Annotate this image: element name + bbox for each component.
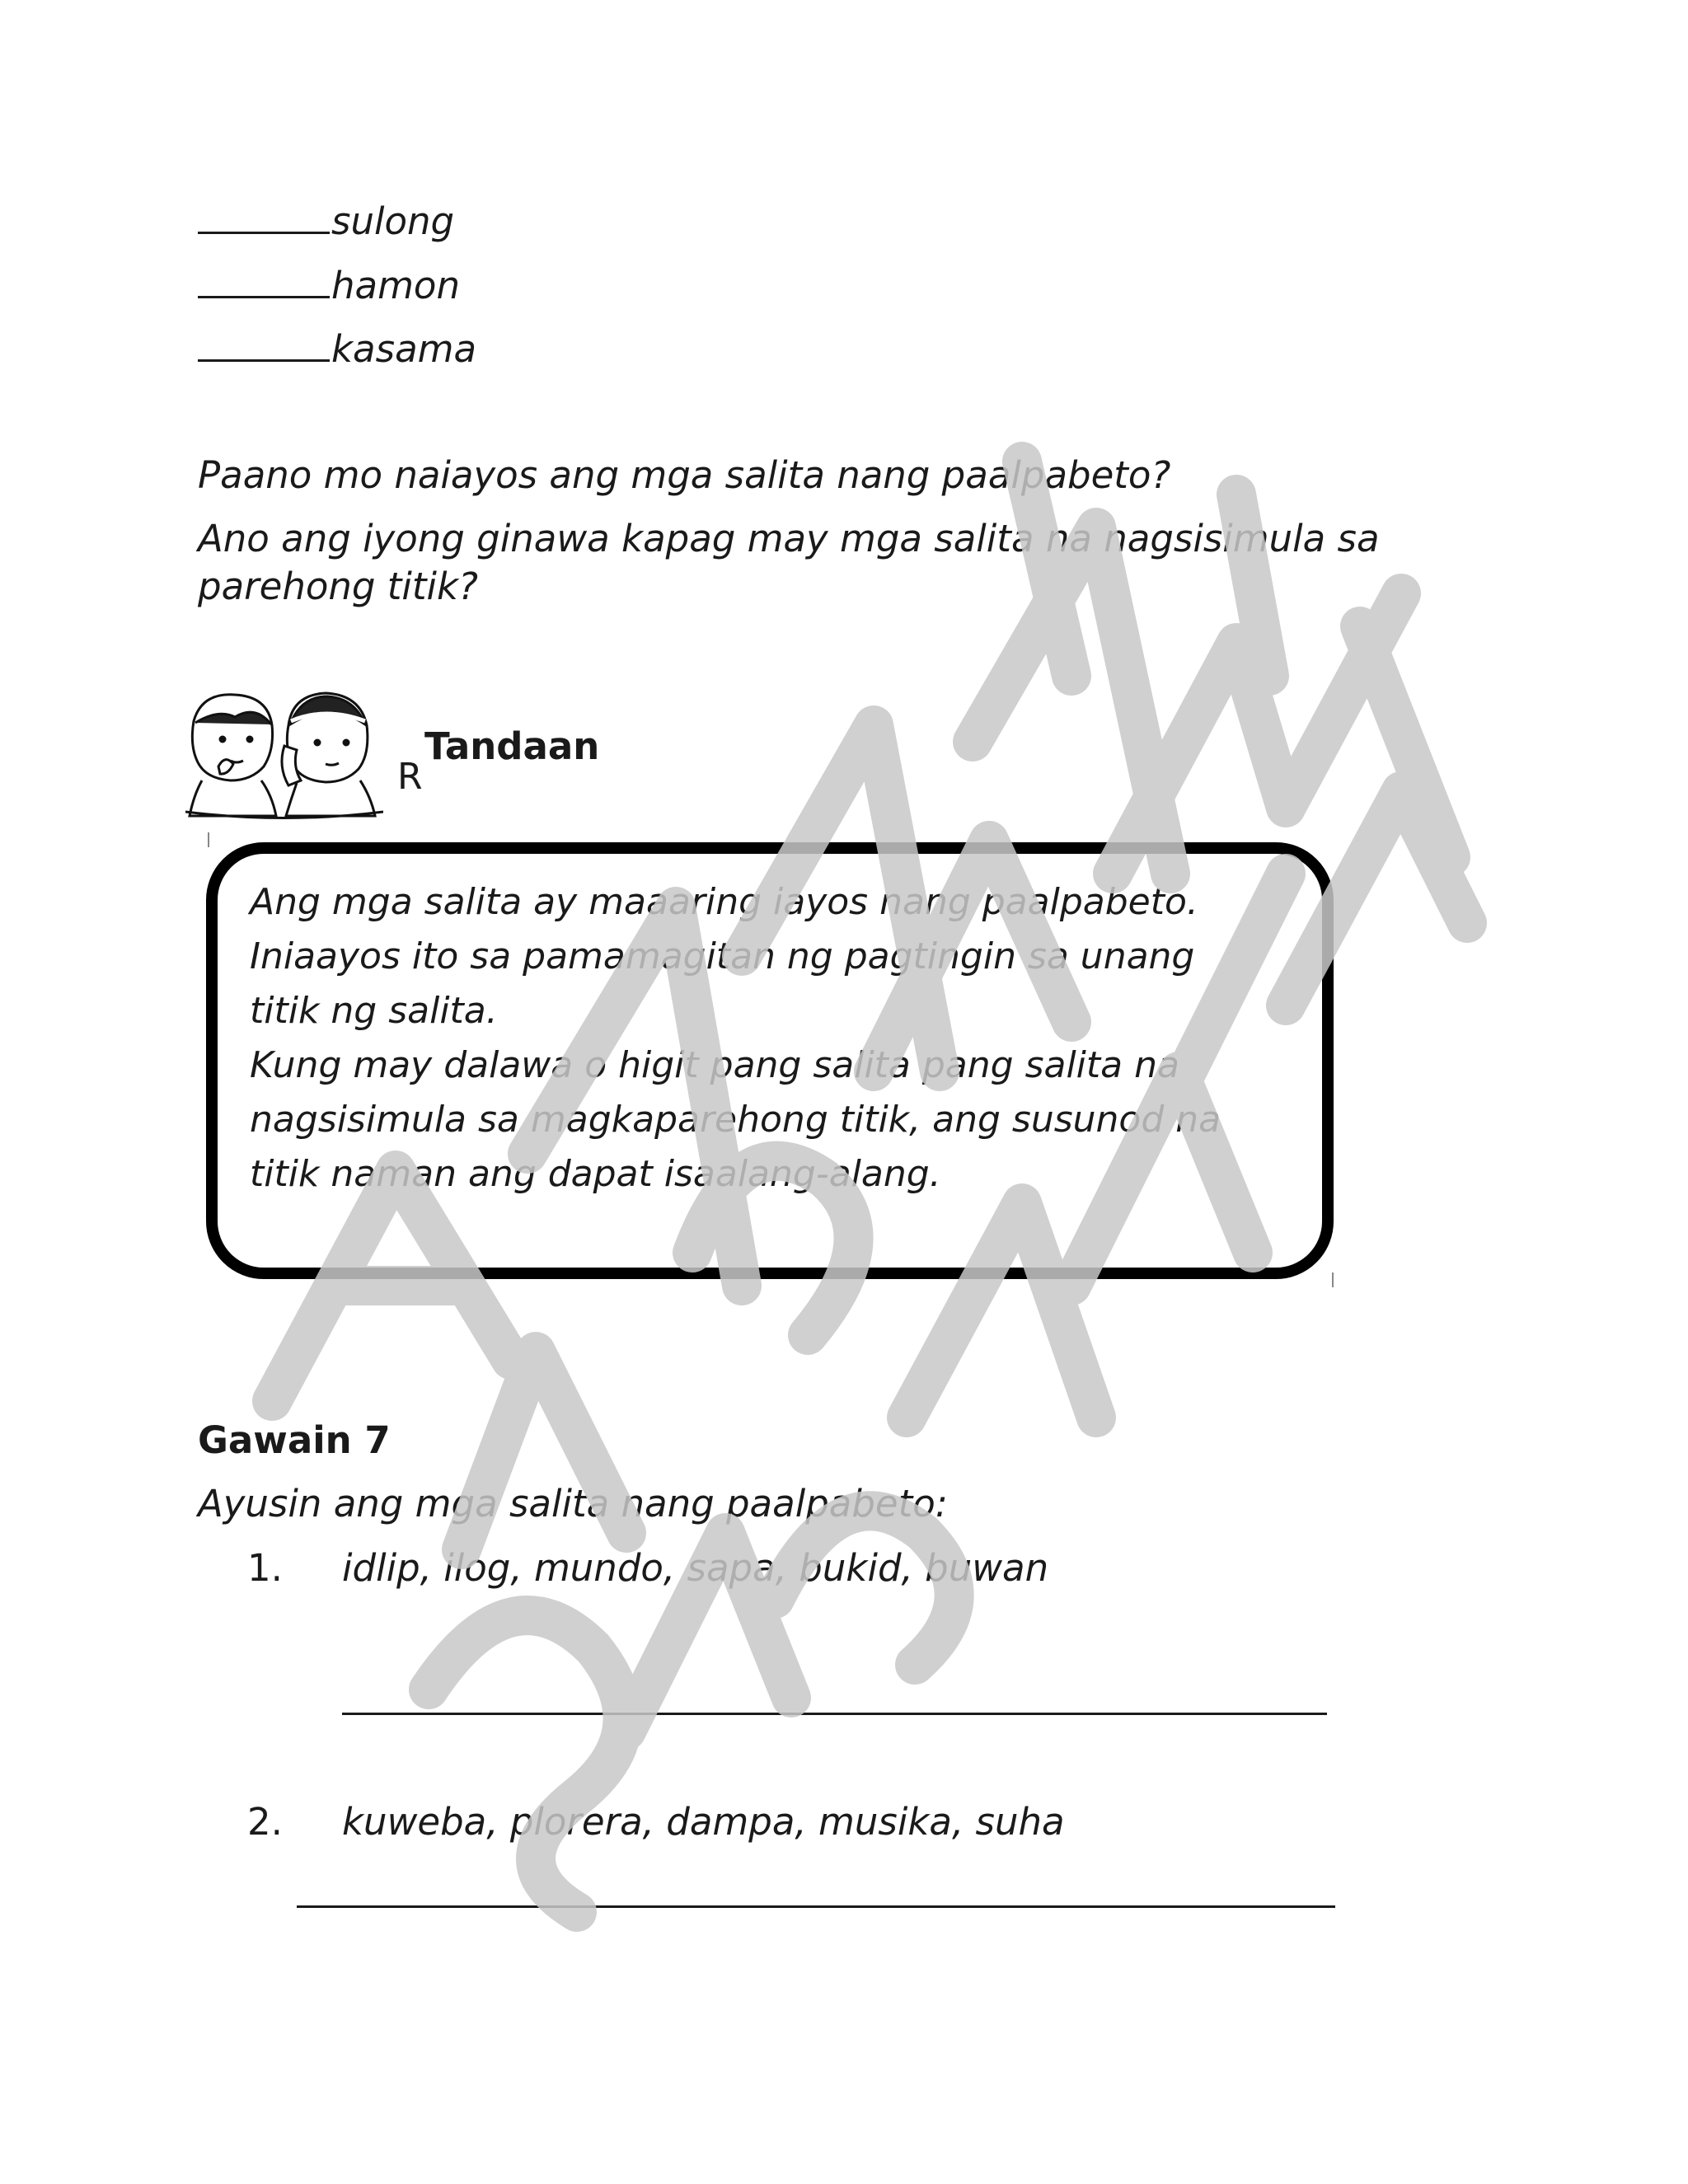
activity-item-2 (247, 1799, 1065, 1845)
fill-in-item (198, 326, 476, 373)
reminder-line: Kung may dalawa o higit pang salita pang salita na (250, 1044, 1179, 1086)
activity-title: Gawain 7 (198, 1418, 391, 1462)
tandaan-marker: R (397, 756, 423, 798)
activity-item-1 (247, 1545, 1048, 1591)
tick-mark (208, 832, 209, 847)
tandaan-heading: Tandaan (424, 724, 600, 768)
fill-in-item (198, 198, 454, 246)
question-1: Paano mo naiayos ang mga salita nang paalpabeto? (198, 453, 1171, 497)
reminder-line: nagsisimula sa magkaparehong titik, ang susunod na (250, 1099, 1221, 1141)
answer-line-1[interactable] (342, 1713, 1327, 1715)
fill-in-item (198, 262, 460, 310)
reminder-line: Iniaayos ito sa pamamagitan ng pagtingin sa unang (250, 935, 1195, 977)
item-words: kuweba, plorera, dampa, musika, suha (342, 1800, 1065, 1844)
reminder-line: titik naman ang dapat isaalang-alang. (250, 1153, 941, 1195)
reminder-text (250, 875, 1313, 1202)
reminder-line: titik ng salita. (250, 990, 498, 1032)
item-number: 1. (247, 1546, 283, 1590)
item-words: idlip, ilog, mundo, sapa, bukid, buwan (342, 1546, 1049, 1590)
question-2-cont: parehong titik? (198, 565, 479, 608)
answer-blank[interactable] (198, 326, 330, 362)
fill-in-word: hamon (331, 264, 460, 307)
answer-line-2[interactable] (297, 1905, 1335, 1908)
fill-in-word: sulong (331, 199, 455, 243)
thinking-kids-illustration (185, 688, 383, 820)
fill-in-word: kasama (331, 327, 477, 371)
activity-instruction: Ayusin ang mga salita nang paalpabeto: (198, 1482, 948, 1526)
tick-mark (1332, 1272, 1334, 1287)
answer-blank[interactable] (198, 199, 330, 234)
question-2: Ano ang iyong ginawa kapag may mga salita na nagsisimula sa (198, 517, 1380, 560)
answer-blank[interactable] (198, 263, 330, 298)
reminder-line: Ang mga salita ay maaaring iayos nang paalpabeto. (250, 881, 1198, 923)
item-number: 2. (247, 1800, 283, 1844)
